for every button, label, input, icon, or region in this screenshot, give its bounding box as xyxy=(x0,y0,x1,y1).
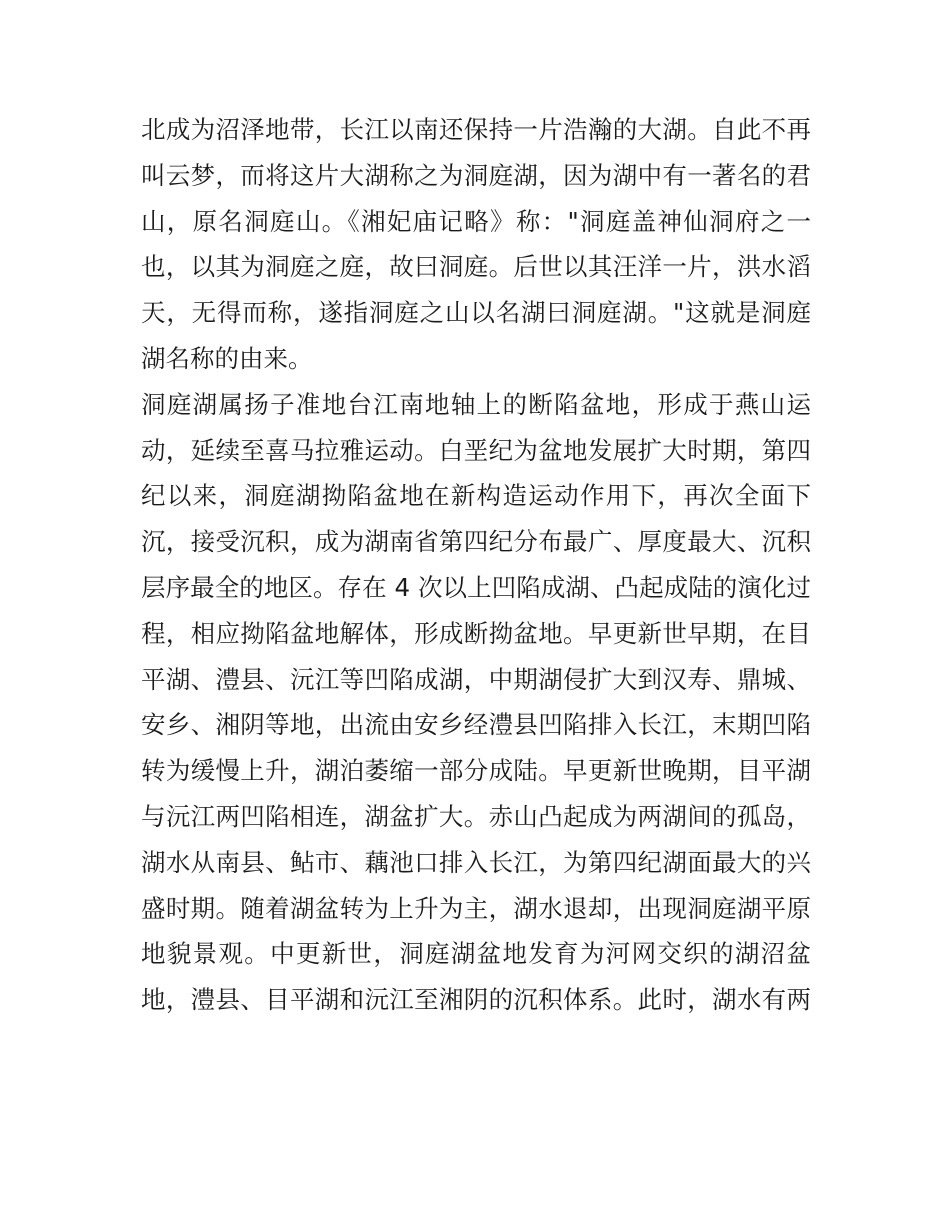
paragraph-dongting-geology xyxy=(141,382,811,1023)
text-line: 湖名称的由来。 xyxy=(141,343,313,373)
paragraph-dongting-name-origin xyxy=(141,107,811,382)
text-line: 地，澧县、目平湖和沅江至湘阴的沉积体系。此时，湖水有两 xyxy=(141,985,811,1015)
text-line: 动，延续至喜马拉雅运动。白垩纪为盆地发展扩大时期，第四 xyxy=(141,435,811,465)
text-line: 洞庭湖属扬子准地台江南地轴上的断陷盆地，形成于燕山运 xyxy=(141,389,811,419)
text-line: 程，相应拗陷盆地解体，形成断拗盆地。早更新世早期，在目 xyxy=(141,618,811,648)
text-line: 与沅江两凹陷相连，湖盆扩大。赤山凸起成为两湖间的孤岛， xyxy=(141,801,811,831)
text-line: 也，以其为洞庭之庭，故曰洞庭。后世以其汪洋一片，洪水滔 xyxy=(141,252,811,282)
text-line: 平湖、澧县、沅江等凹陷成湖，中期湖侵扩大到汉寿、鼎城、 xyxy=(141,664,811,694)
text-line: 层序最全的地区。存在 4 次以上凹陷成湖、凸起成陆的演化过 xyxy=(141,572,811,602)
text-line: 盛时期。随着湖盆转为上升为主，湖水退却，出现洞庭湖平原 xyxy=(141,893,811,923)
text-line: 地貌景观。中更新世，洞庭湖盆地发育为河网交织的湖沼盆 xyxy=(141,939,811,969)
text-line: 安乡、湘阴等地，出流由安乡经澧县凹陷排入长江，末期凹陷 xyxy=(141,710,811,740)
document-body xyxy=(141,107,811,1023)
text-line: 纪以来，洞庭湖拗陷盆地在新构造运动作用下，再次全面下 xyxy=(141,481,811,511)
text-line: 天，无得而称，遂指洞庭之山以名湖曰洞庭湖。"这就是洞庭 xyxy=(141,298,811,328)
text-line: 山，原名洞庭山。《湘妃庙记略》称："洞庭盖神仙洞府之一 xyxy=(141,206,811,236)
text-line: 叫云梦，而将这片大湖称之为洞庭湖，因为湖中有一著名的君 xyxy=(141,160,811,190)
text-line: 湖水从南县、鲇市、藕池口排入长江，为第四纪湖面最大的兴 xyxy=(141,847,811,877)
text-line: 转为缓慢上升，湖泊萎缩一部分成陆。早更新世晚期，目平湖 xyxy=(141,756,811,786)
text-line: 沉，接受沉积，成为湖南省第四纪分布最广、厚度最大、沉积 xyxy=(141,527,811,557)
text-line: 北成为沼泽地带，长江以南还保持一片浩瀚的大湖。自此不再 xyxy=(141,115,811,144)
